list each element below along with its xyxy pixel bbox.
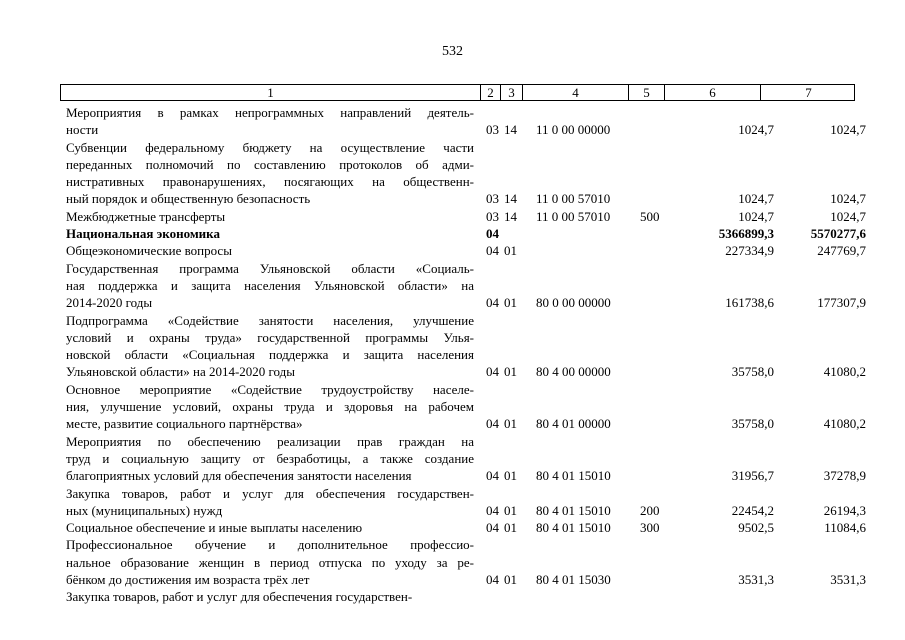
row-cell-c2: 03 <box>486 208 499 224</box>
row-cell-c2: 04 <box>486 226 499 242</box>
row-cell-c4: 80 4 01 15010 <box>536 502 611 518</box>
row-name-line: нистративных правонарушениях, посягающих на общественн- <box>66 174 474 190</box>
row-cell-c5: 500 <box>640 208 660 224</box>
row-name-line: ных (муниципальных) нужд <box>66 502 223 518</box>
row-cell-c7: 177307,9 <box>817 295 866 311</box>
table-row <box>66 588 856 605</box>
row-name-line: условий и охраны труда» государственной программы Улья- <box>66 329 474 345</box>
row-name-line: Общеэкономические вопросы <box>66 243 232 259</box>
row-cell-c7: 26194,3 <box>823 502 866 518</box>
row-cell-c2: 04 <box>486 520 499 536</box>
row-cell-c3: 14 <box>504 122 517 138</box>
row-name-line: нальное образование женщин в период отпуска по уходу за ре- <box>66 554 474 570</box>
row-name-line: ния, улучшение условий, охраны труда и здоровья на рабочем <box>66 399 474 415</box>
table-row <box>66 139 866 208</box>
row-name-line: новской области «Социальная поддержка и защита населения <box>66 347 474 363</box>
row-cell-c2: 04 <box>486 572 499 588</box>
row-name <box>66 519 474 536</box>
row-cell-c4: 80 4 00 00000 <box>536 364 611 380</box>
row-cell-c2: 04 <box>486 416 499 432</box>
row-name-line: Закупка товаров, работ и услуг для обеспечения государствен- <box>66 485 474 501</box>
row-name <box>66 242 474 259</box>
row-cell-c4: 11 0 00 00000 <box>536 122 611 138</box>
row-cell-c3: 14 <box>504 191 517 207</box>
row-cell-c6: 227334,9 <box>725 243 774 259</box>
row-cell-c7: 3531,3 <box>830 572 866 588</box>
row-cell-c3: 01 <box>504 364 517 380</box>
row-name-line: Мероприятия по обеспечению реализации прав граждан на <box>66 433 474 449</box>
row-cell-c6: 22454,2 <box>731 502 774 518</box>
table-row <box>66 208 866 225</box>
row-name-line: ный порядок и общественную безопасность <box>66 191 311 207</box>
row-cell-c7: 37278,9 <box>823 468 866 484</box>
row-name-line: Мероприятия в рамках непрограммных направлений деятель- <box>66 105 474 120</box>
row-name <box>66 485 474 520</box>
row-cell-c2: 03 <box>486 191 499 207</box>
row-cell-c7: 247769,7 <box>817 243 866 259</box>
row-name-line: Подпрограмма «Содействие занятости населения, улучшение <box>66 312 474 328</box>
row-cell-c4: 80 4 01 15010 <box>536 468 611 484</box>
row-cell-c3: 01 <box>504 520 517 536</box>
header-col-6: 6 <box>665 85 761 100</box>
row-name-line: переданных полномочий по составлению протоколов об адми- <box>66 156 474 172</box>
row-name-line: Межбюджетные трансферты <box>66 208 226 224</box>
row-name-line: благоприятных условий для обеспечения занятости населения <box>66 468 412 484</box>
row-cell-c2: 04 <box>486 243 499 259</box>
row-cell-c7: 5570277,6 <box>810 226 866 242</box>
table-row <box>66 485 866 520</box>
row-cell-c6: 35758,0 <box>731 416 774 432</box>
row-name <box>66 381 474 433</box>
table-row <box>66 312 866 381</box>
row-cell-c2: 03 <box>486 122 499 138</box>
row-name-line: бёнком до достижения им возраста трёх лет <box>66 572 310 588</box>
row-cell-c7: 41080,2 <box>823 364 866 380</box>
row-name <box>66 139 474 208</box>
row-name-line: Национальная экономика <box>66 226 220 242</box>
row-cell-c2: 04 <box>486 468 499 484</box>
header-col-5: 5 <box>629 85 665 100</box>
row-name-line: Ульяновской области» на 2014-2020 годы <box>66 364 296 380</box>
row-cell-c6: 3531,3 <box>738 572 774 588</box>
page-number: 532 <box>442 44 463 59</box>
row-name <box>66 260 474 312</box>
row-cell-c6: 9502,5 <box>738 520 774 536</box>
row-cell-c4: 11 0 00 57010 <box>536 208 611 224</box>
row-cell-c3: 01 <box>504 416 517 432</box>
row-name <box>66 104 474 139</box>
row-cell-c3: 01 <box>504 243 517 259</box>
row-name-line: 2014-2020 годы <box>66 295 153 311</box>
row-cell-c6: 31956,7 <box>731 468 774 484</box>
row-cell-c5: 300 <box>640 520 660 536</box>
row-cell-c2: 04 <box>486 502 499 518</box>
row-cell-c6: 35758,0 <box>731 364 774 380</box>
row-cell-c3: 14 <box>504 208 517 224</box>
row-cell-c6: 5366899,3 <box>718 226 774 242</box>
row-cell-c2: 04 <box>486 295 499 311</box>
row-name <box>66 433 474 485</box>
row-cell-c3: 01 <box>504 468 517 484</box>
table-row <box>66 225 866 242</box>
row-cell-c3: 01 <box>504 295 517 311</box>
table-row <box>66 242 866 259</box>
row-name <box>66 208 474 225</box>
row-cell-c7: 11084,6 <box>824 520 866 536</box>
header-col-1: 1 <box>61 85 481 100</box>
row-cell-c2: 04 <box>486 364 499 380</box>
row-cell-c7: 1024,7 <box>830 191 866 207</box>
row-name-line: Государственная программа Ульяновской области «Социаль- <box>66 260 474 276</box>
row-cell-c4: 80 4 01 15030 <box>536 572 611 588</box>
row-name-line: Основное мероприятие «Содействие трудоустройству населе- <box>66 381 474 397</box>
table-row <box>66 260 866 312</box>
row-cell-c6: 161738,6 <box>725 295 774 311</box>
row-name-line: Субвенции федеральному бюджету на осуществление части <box>66 139 474 155</box>
row-name-line: Социальное обеспечение и иные выплаты населению <box>66 520 363 536</box>
row-cell-c6: 1024,7 <box>738 191 774 207</box>
header-col-4: 4 <box>523 85 629 100</box>
row-name-line: месте, развитие социального партнёрства» <box>66 416 303 432</box>
header-col-3: 3 <box>501 85 523 100</box>
row-name <box>66 312 474 381</box>
row-cell-c4: 80 4 01 00000 <box>536 416 611 432</box>
table-row <box>66 519 866 536</box>
row-cell-c5: 200 <box>640 502 660 518</box>
row-cell-c4: 80 4 01 15010 <box>536 520 611 536</box>
row-name <box>66 588 474 605</box>
header-col-7: 7 <box>805 85 812 100</box>
row-name-line: ности <box>66 122 99 138</box>
row-name-line: Закупка товаров, работ и услуг для обеспечения государствен- <box>66 589 413 605</box>
row-cell-c4: 11 0 00 57010 <box>536 191 611 207</box>
row-cell-c3: 01 <box>504 572 517 588</box>
table-header <box>60 84 855 101</box>
row-name-line: Профессиональное обучение и дополнительное профессио- <box>66 537 474 553</box>
header-col-2: 2 <box>481 85 501 100</box>
row-cell-c3: 01 <box>504 502 517 518</box>
row-name <box>66 225 474 242</box>
row-cell-c7: 41080,2 <box>823 416 866 432</box>
row-cell-c7: 1024,7 <box>830 122 866 138</box>
row-cell-c6: 1024,7 <box>738 208 774 224</box>
row-name <box>66 536 474 588</box>
row-cell-c6: 1024,7 <box>738 122 774 138</box>
table-row <box>66 536 866 588</box>
table-row <box>66 104 866 139</box>
row-cell-c4: 80 0 00 00000 <box>536 295 611 311</box>
row-cell-c7: 1024,7 <box>830 208 866 224</box>
table-row <box>66 433 866 485</box>
row-name-line: труд и социальную защиту от безработицы, а также создание <box>66 450 474 466</box>
table-row <box>66 381 866 433</box>
table-body <box>66 104 866 606</box>
row-name-line: ная поддержка и защита населения Ульяновской области» на <box>66 277 474 293</box>
